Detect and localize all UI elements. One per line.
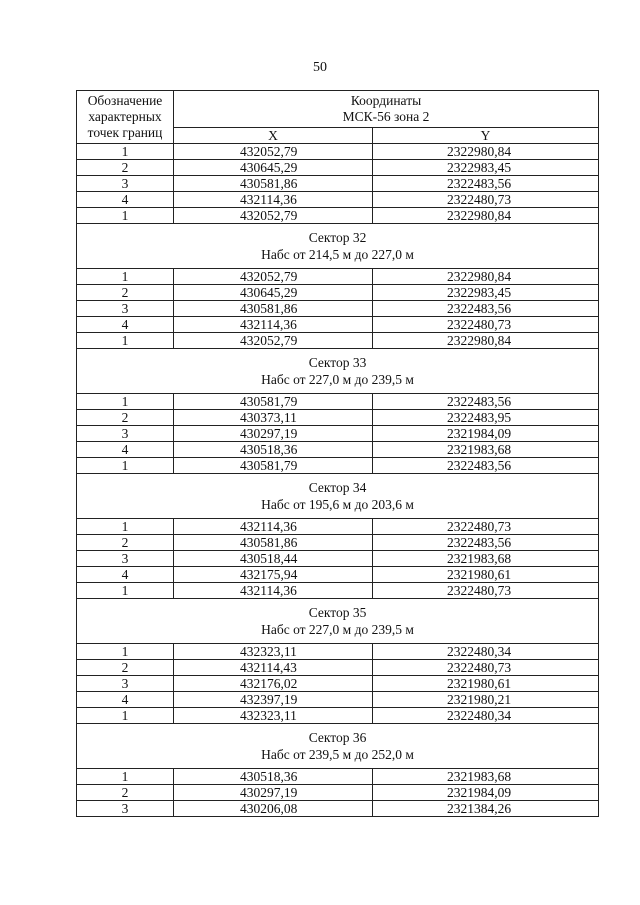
sector-title: Сектор 35 — [308, 605, 367, 620]
y-coordinate-cell: 2322480,73 — [373, 317, 599, 333]
point-number-cell: 3 — [77, 551, 174, 567]
y-coordinate-cell: 2321983,68 — [373, 551, 599, 567]
sector-height-range: Набс от 239,5 м до 252,0 м — [261, 747, 414, 762]
sector-header-row — [77, 599, 599, 644]
table-row — [77, 583, 599, 599]
y-coordinate-cell: 2322480,73 — [373, 583, 599, 599]
table-row — [77, 426, 599, 442]
y-coordinate-cell: 2322480,73 — [373, 660, 599, 676]
table-row — [77, 317, 599, 333]
sector-title: Сектор 33 — [308, 355, 367, 370]
point-number-cell: 2 — [77, 285, 174, 301]
table-row — [77, 176, 599, 192]
point-number-cell: 1 — [77, 144, 174, 160]
sector-header — [77, 224, 599, 269]
x-coordinate-cell: 430518,36 — [174, 442, 373, 458]
table-row — [77, 394, 599, 410]
points-header-line: точек границ — [87, 125, 163, 140]
point-number-cell: 1 — [77, 269, 174, 285]
table-row — [77, 144, 599, 160]
sector-height-range: Набс от 227,0 м до 239,5 м — [261, 372, 414, 387]
y-column-header: Y — [373, 128, 599, 144]
coordinate-system: МСК-56 зона 2 — [342, 109, 430, 124]
x-coordinate-cell: 432052,79 — [174, 269, 373, 285]
x-coordinate-cell: 430645,29 — [174, 160, 373, 176]
x-coordinate-cell: 430206,08 — [174, 801, 373, 817]
sector-title: Сектор 36 — [308, 730, 367, 745]
table-row — [77, 519, 599, 535]
point-number-cell: 4 — [77, 442, 174, 458]
point-number-cell: 1 — [77, 708, 174, 724]
table-row — [77, 535, 599, 551]
point-number-cell: 3 — [77, 301, 174, 317]
x-coordinate-cell: 432052,79 — [174, 144, 373, 160]
table-row — [77, 269, 599, 285]
x-coordinate-cell: 432175,94 — [174, 567, 373, 583]
x-coordinate-cell: 430581,79 — [174, 394, 373, 410]
point-number-cell: 3 — [77, 801, 174, 817]
table-row — [77, 192, 599, 208]
table-row — [77, 410, 599, 426]
sector-title: Сектор 34 — [308, 480, 367, 495]
point-number-cell: 1 — [77, 519, 174, 535]
x-column-header: X — [174, 128, 373, 144]
y-coordinate-cell: 2321980,61 — [373, 676, 599, 692]
coordinates-title: Координаты — [350, 93, 422, 108]
x-coordinate-cell: 430581,86 — [174, 301, 373, 317]
y-coordinate-cell: 2322983,45 — [373, 160, 599, 176]
y-coordinate-cell: 2322480,34 — [373, 708, 599, 724]
y-coordinate-cell: 2322980,84 — [373, 333, 599, 349]
point-number-cell: 2 — [77, 785, 174, 801]
y-coordinate-cell: 2322483,56 — [373, 394, 599, 410]
points-column-header — [77, 91, 174, 144]
x-coordinate-cell: 432114,43 — [174, 660, 373, 676]
x-coordinate-cell: 430518,44 — [174, 551, 373, 567]
x-coordinate-cell: 430297,19 — [174, 785, 373, 801]
x-coordinate-cell: 432114,36 — [174, 519, 373, 535]
point-number-cell: 1 — [77, 394, 174, 410]
x-coordinate-cell: 432397,19 — [174, 692, 373, 708]
table-header — [77, 91, 599, 144]
table-row — [77, 333, 599, 349]
y-coordinate-cell: 2322483,56 — [373, 301, 599, 317]
table-row — [77, 458, 599, 474]
table-row — [77, 160, 599, 176]
table-row — [77, 708, 599, 724]
point-number-cell: 4 — [77, 192, 174, 208]
x-coordinate-cell: 430581,79 — [174, 458, 373, 474]
y-coordinate-cell: 2321980,61 — [373, 567, 599, 583]
x-coordinate-cell: 432114,36 — [174, 317, 373, 333]
x-coordinate-cell: 432052,79 — [174, 208, 373, 224]
y-coordinate-cell: 2322980,84 — [373, 269, 599, 285]
y-coordinate-cell: 2322983,45 — [373, 285, 599, 301]
y-coordinate-cell: 2321984,09 — [373, 426, 599, 442]
x-coordinate-cell: 432052,79 — [174, 333, 373, 349]
points-header-line: характерных — [88, 109, 162, 124]
point-number-cell: 4 — [77, 692, 174, 708]
point-number-cell: 1 — [77, 458, 174, 474]
table-row — [77, 676, 599, 692]
page-number: 50 — [313, 60, 327, 75]
point-number-cell: 1 — [77, 769, 174, 785]
y-coordinate-cell: 2321984,09 — [373, 785, 599, 801]
x-coordinate-cell: 432114,36 — [174, 583, 373, 599]
sector-title: Сектор 32 — [308, 230, 367, 245]
x-coordinate-cell: 430373,11 — [174, 410, 373, 426]
sector-height-range: Набс от 214,5 м до 227,0 м — [261, 247, 414, 262]
table-row — [77, 567, 599, 583]
x-coordinate-cell: 430581,86 — [174, 535, 373, 551]
point-number-cell: 3 — [77, 676, 174, 692]
sector-header-row — [77, 724, 599, 769]
sector-height-range: Набс от 227,0 м до 239,5 м — [261, 622, 414, 637]
table-body — [77, 144, 599, 817]
y-coordinate-cell: 2322480,73 — [373, 192, 599, 208]
x-coordinate-cell: 430297,19 — [174, 426, 373, 442]
x-coordinate-cell: 432114,36 — [174, 192, 373, 208]
y-coordinate-cell: 2322980,84 — [373, 208, 599, 224]
point-number-cell: 2 — [77, 535, 174, 551]
table-row — [77, 551, 599, 567]
y-coordinate-cell: 2322483,56 — [373, 176, 599, 192]
coordinates-header — [174, 91, 599, 128]
sector-header — [77, 724, 599, 769]
sector-header — [77, 349, 599, 394]
y-coordinate-cell: 2321983,68 — [373, 442, 599, 458]
table-row — [77, 644, 599, 660]
points-header-line: Обозначение — [87, 93, 163, 108]
sector-header-row — [77, 224, 599, 269]
table-row — [77, 208, 599, 224]
table-row — [77, 442, 599, 458]
point-number-cell: 1 — [77, 333, 174, 349]
x-coordinate-cell: 430518,36 — [174, 769, 373, 785]
y-coordinate-cell: 2321983,68 — [373, 769, 599, 785]
point-number-cell: 2 — [77, 660, 174, 676]
x-coordinate-cell: 432323,11 — [174, 644, 373, 660]
table-row — [77, 801, 599, 817]
y-coordinate-cell: 2322480,34 — [373, 644, 599, 660]
point-number-cell: 1 — [77, 208, 174, 224]
sector-height-range: Набс от 195,6 м до 203,6 м — [261, 497, 414, 512]
y-coordinate-cell: 2322483,56 — [373, 458, 599, 474]
point-number-cell: 2 — [77, 410, 174, 426]
y-coordinate-cell: 2321384,26 — [373, 801, 599, 817]
point-number-cell: 2 — [77, 160, 174, 176]
sector-header-row — [77, 474, 599, 519]
table-row — [77, 785, 599, 801]
coordinates-table — [76, 90, 599, 817]
y-coordinate-cell: 2322483,95 — [373, 410, 599, 426]
table-row — [77, 301, 599, 317]
table-row — [77, 769, 599, 785]
point-number-cell: 3 — [77, 176, 174, 192]
table-row — [77, 285, 599, 301]
point-number-cell: 1 — [77, 583, 174, 599]
y-coordinate-cell: 2322480,73 — [373, 519, 599, 535]
x-coordinate-cell: 430581,86 — [174, 176, 373, 192]
point-number-cell: 1 — [77, 644, 174, 660]
sector-header — [77, 474, 599, 519]
x-coordinate-cell: 430645,29 — [174, 285, 373, 301]
table-row — [77, 692, 599, 708]
point-number-cell: 4 — [77, 317, 174, 333]
y-coordinate-cell: 2322483,56 — [373, 535, 599, 551]
sector-header-row — [77, 349, 599, 394]
x-coordinate-cell: 432323,11 — [174, 708, 373, 724]
y-coordinate-cell: 2321980,21 — [373, 692, 599, 708]
point-number-cell: 3 — [77, 426, 174, 442]
x-coordinate-cell: 432176,02 — [174, 676, 373, 692]
sector-header — [77, 599, 599, 644]
point-number-cell: 4 — [77, 567, 174, 583]
y-coordinate-cell: 2322980,84 — [373, 144, 599, 160]
table-row — [77, 660, 599, 676]
